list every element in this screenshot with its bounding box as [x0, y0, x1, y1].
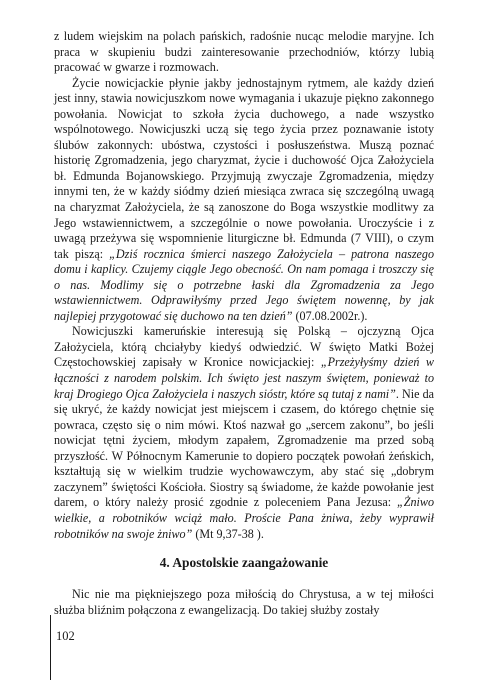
text-run: . Nie da się ukryć, że każdy nowicjat jest miejscem i czasem, do którego chętnie się powraca, często się o nim mówi. Ktoś nazwał go „sercem zakonu”, bo jeśli nowicjat tętni życiem, młodym zapałem, Zgromadzenie ma przed sobą przyszłość. W Północnym Kamerunie to dopiero początek powołań żeńskich, kształtują się w wielkim trudzie wychowawczym, aby stać się „dobrym zaczynem” świętości Kościoła. Siostry są świadome, że każde powołanie jest darem, o który należy prosić zgodnie z poleceniem Pana Jezusa: [54, 386, 435, 510]
text-run: z ludem wiejskim na polach pańskich, radośnie nucąc melodie maryjne. Ich praca w skupieniu budzi zainteresowanie przechodniów, którzy lubią pracować w gwarze i rozmowach. [54, 29, 434, 75]
paragraph-3 [54, 324, 434, 542]
paragraph-1 [54, 29, 434, 76]
margin-rule [50, 615, 51, 680]
closing-paragraph: Nic nie ma piękniejszego poza miłością do Chrystusa, a w tej miłości służba bliźnim połączona z ewangelizacją. Do takiej służby zostały [54, 587, 434, 617]
text-run: (07.08.2002r.). [292, 308, 368, 323]
text-run: Życie nowicjackie płynie jakby jednostajnym rytmem, ale każdy dzień jest inny, stawia nowicjuszkom nowe wymagania i ukazuje piękno zakonnego powołania. Nowicjat to szkoła życia duchowego, a nade wszystko wspólnotowego. Nowicjuszki uczą się tego życia przez poznawanie istoty ślubów zakonnych: ubóstwa, czystości i posłuszeństwa. Muszą poznać historię Zgromadzenia, jego charyzmat, życie i duchowość Ojca Założyciela bł. Edmunda Bojanowskiego. Przyjmują zwyczaje Zgromadzenia, między innymi ten, że w każdy siódmy dzień miesiąca zwraca się szczególną uwagą na charyzmat Założyciela, że są zanoszone do Boga wszystkie modlitwy za Jego wstawiennictwem, a szczególnie o nowe powołania. Uroczyście i z uwagą przeżywa się wspomnienie liturgiczne bł. Edmunda (7 VIII), o czym tak piszą: [54, 75, 434, 261]
text-run: Nowicjuszki kameruńskie interesują się Polską – ojczyzną Ojca Założyciela, którą chciałyby kiedyś odwiedzić. W święto Matki Bożej Częstochowskiej zapisały w Kronice nowicjackiej: [54, 324, 434, 370]
text-run: (Mt 9,37-38 ). [192, 526, 264, 541]
paragraph-2 [54, 76, 434, 325]
quoted-text: „Dziś rocznica śmierci naszego Założyciela – patrona naszego domu i kaplicy. Czujemy ciągle Jego obecność. On nam pomaga i troszczy się o nas. Modlimy się o potrzebne łaski dla Zgromadzenia za Jego wstawiennictwem. Odprawiłyśmy przed Jego świętem nowennę, by jak najlepiej przygotować się duchowo na ten dzień” [54, 246, 434, 323]
section-heading: 4. Apostolskie zaangażowanie [159, 555, 329, 570]
body-text [54, 29, 434, 542]
quoted-text: „Żniwo wielkie, a robotników wciąż mało. Proście Pana żniwa, żeby wyprawił robotników na swoje żniwo” [54, 495, 434, 541]
quoted-text: „Przeżyłyśmy dzień w łączności z narodem polskim. Ich święto jest naszym świętem, ponieważ to kraj Drogiego Ojca Założyciela i naszych sióstr, które są tutaj z nami” [54, 355, 434, 401]
page-number: 102 [56, 629, 75, 643]
